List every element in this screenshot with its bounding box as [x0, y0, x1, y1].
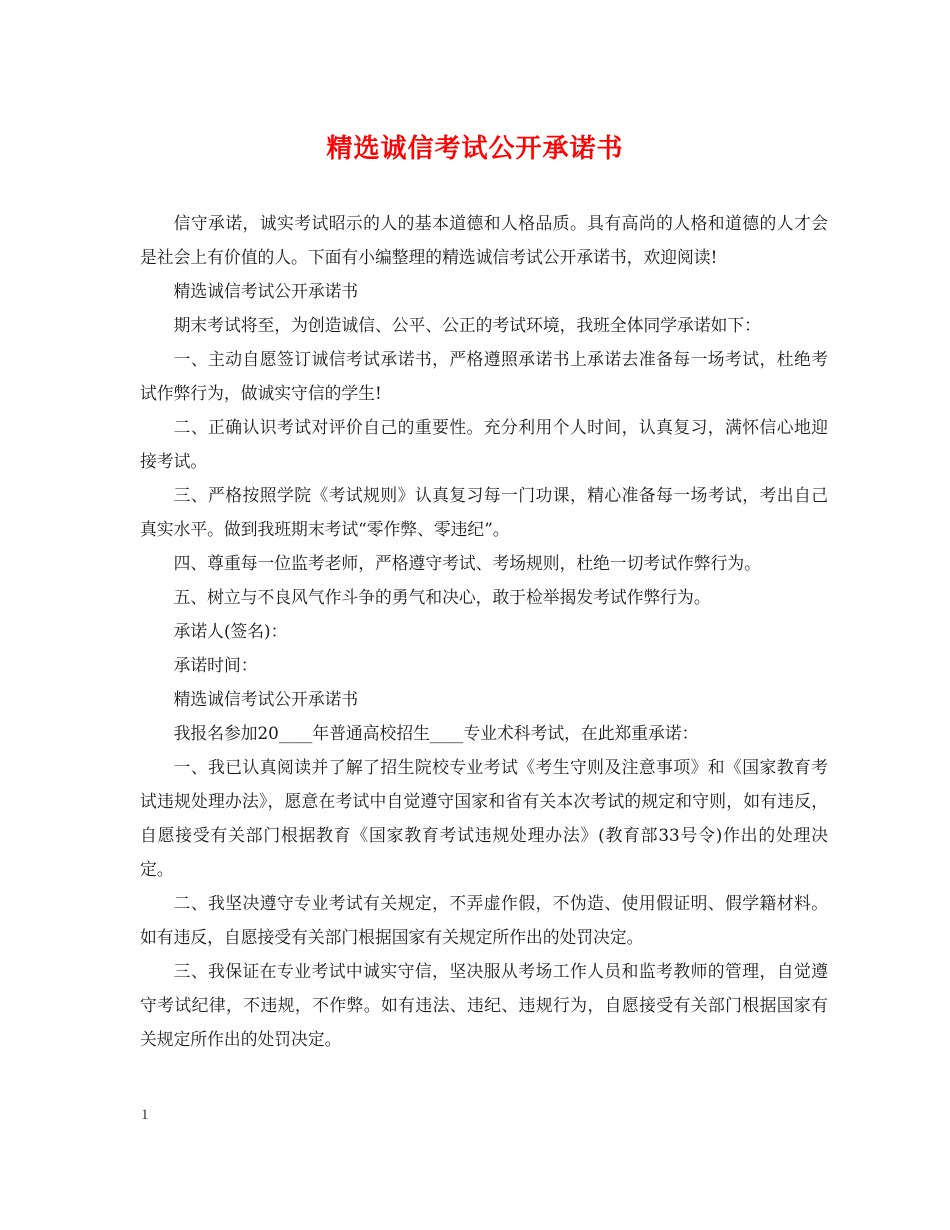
signature-line: 承诺人(签名)： [173, 621, 288, 641]
page-number: 1 [141, 1107, 149, 1123]
section-heading: 精选诚信考试公开承诺书 [173, 689, 359, 709]
paragraph: 我报名参加20____年普通高校招生____专业术科考试，在此郑重承诺： [173, 723, 699, 743]
date-line: 承诺时间： [173, 655, 258, 675]
paragraph: 二、正确认识考试对评价自己的重要性。充分利用个人时间，认真复习，满怀信心地迎接考试。 [140, 417, 828, 471]
document-body [140, 206, 828, 1056]
paragraph: 一、主动自愿签订诚信考试承诺书，严格遵照承诺书上承诺去准备每一场考试，杜绝考试作弊行为，做诚实守信的学生! [140, 349, 828, 403]
paragraph: 三、严格按照学院《考试规则》认真复习每一门功课，精心准备每一场考试，考出自己真实水平。做到我班期末考试“零作弊、零违纪”。 [140, 485, 828, 539]
intro-paragraph: 信守承诺，诚实考试昭示的人的基本道德和人格品质。具有高尚的人格和道德的人才会是社会上有价值的人。下面有小编整理的精选诚信考试公开承诺书，欢迎阅读! [140, 213, 828, 267]
paragraph: 期末考试将至，为创造诚信、公平、公正的考试环境，我班全体同学承诺如下： [173, 315, 761, 335]
paragraph: 五、树立与不良风气作斗争的勇气和决心，敢于检举揭发考试作弊行为。 [173, 587, 711, 607]
section-heading: 精选诚信考试公开承诺书 [173, 281, 359, 301]
paragraph: 三、我保证在专业考试中诚实守信，坚决服从考场工作人员和监考教师的管理，自觉遵守考试纪律，不违规，不作弊。如有违法、违纪、违规行为，自愿接受有关部门根据国家有关规定所作出的处罚决定。 [140, 961, 828, 1049]
paragraph: 四、尊重每一位监考老师，严格遵守考试、考场规则，杜绝一切考试作弊行为。 [173, 553, 761, 573]
document-title: 精选诚信考试公开承诺书 [326, 134, 624, 164]
paragraph: 二、我坚决遵守专业考试有关规定，不弄虚作假，不伪造、使用假证明、假学籍材料。如有违反，自愿接受有关部门根据国家有关规定所作出的处罚决定。 [140, 893, 828, 947]
paragraph: 一、我已认真阅读并了解了招生院校专业考试《考生守则及注意事项》和《国家教育考试违规处理办法》，愿意在考试中自觉遵守国家和省有关本次考试的规定和守则，如有违反，自愿接受有关部门根据教育《国家教育考试违规处理办法》(教育部33号令)作出的处理决定。 [140, 757, 828, 879]
